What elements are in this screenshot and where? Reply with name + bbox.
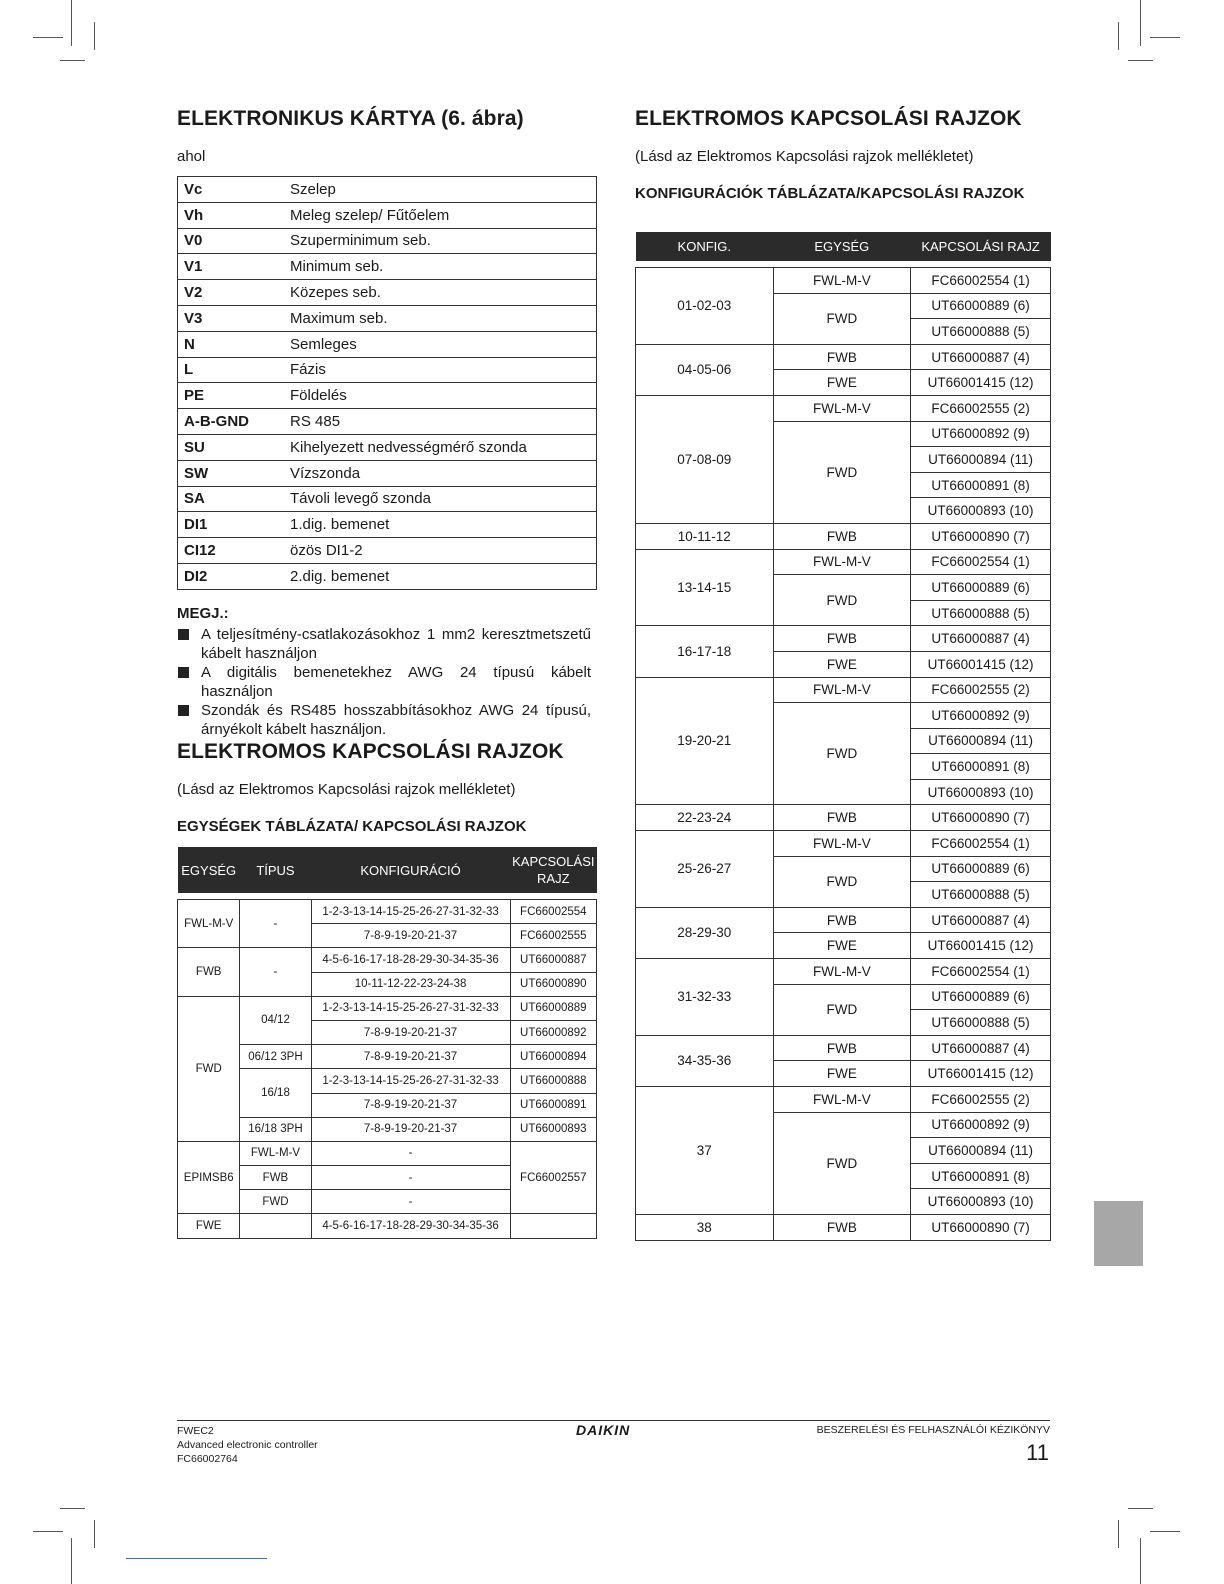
cell-diagram: UT66000894 [510,1045,596,1069]
cell-diagram: FC66002555 (2) [911,677,1051,703]
cell-diagram: UT66000894 (11) [911,728,1051,754]
cell-type: 04/12 [240,996,311,1044]
cell-unit: FWL-M-V [773,268,911,294]
crop-mark [1140,0,1141,46]
crop-mark [1150,37,1180,38]
table-row [636,523,1051,549]
crop-mark [1118,1520,1119,1548]
cell-diagram: UT66000891 [510,1093,596,1117]
symbol-description: Maximum seb. [284,305,597,331]
units-table-title: EGYSÉGEK TÁBLÁZATA/ KAPCSOLÁSI RAJZOK [177,818,527,835]
cell-config: 16-17-18 [636,626,774,677]
cell-diagram: UT66000892 (9) [911,1112,1051,1138]
cell-unit: FWB [773,344,911,370]
symbol-row [178,357,597,383]
crop-mark [94,22,95,50]
symbol-code: Vh [178,202,285,228]
symbol-code: Vc [178,177,285,203]
cell-diagram: UT66000888 (5) [911,1010,1051,1036]
cell-unit: FWE [773,933,911,959]
cell-unit: FWD [178,996,240,1141]
symbol-description: Minimum seb. [284,254,597,280]
symbol-row [178,228,597,254]
symbol-row [178,512,597,538]
config-table [635,232,1051,1241]
units-table [177,847,597,1239]
cell-diagram: UT66000888 (5) [911,882,1051,908]
cell-diagram: UT66000887 (4) [911,344,1051,370]
cell-diagram: UT66000891 (8) [911,754,1051,780]
cell-unit: FWD [773,856,911,907]
cell-config: 07-08-09 [636,395,774,523]
header-config: KONFIG. [636,232,774,261]
cell-diagram: UT66001415 (12) [911,370,1051,396]
symbol-description: Szelep [284,177,597,203]
symbol-code: L [178,357,285,383]
cell-type: FWL-M-V [240,1141,311,1165]
cell-type: - [240,948,311,996]
symbol-code: DI1 [178,512,285,538]
table-row [178,948,597,972]
section-title-wiring-diagrams-right: ELEKTROMOS KAPCSOLÁSI RAJZOK [635,107,1022,130]
wiring-note: (Lásd az Elektromos Kapcsolási rajzok mellékletet) [177,781,516,798]
cell-diagram: UT66000887 (4) [911,907,1051,933]
symbol-description: Földelés [284,383,597,409]
symbol-code: SU [178,434,285,460]
symbol-description: RS 485 [284,409,597,435]
symbol-description: 1.dig. bemenet [284,512,597,538]
note-text: A teljesítmény-csatlakozásokhoz 1 mm2 keresztmetszetű kábelt használjon [201,626,591,662]
cell-diagram: UT66000890 [510,972,596,996]
symbol-code: CI12 [178,538,285,564]
cell-diagram: UT66001415 (12) [911,651,1051,677]
cell-diagram: UT66000890 (7) [911,1214,1051,1240]
cell-diagram: UT66000888 (5) [911,600,1051,626]
section-title-wiring-diagrams: ELEKTROMOS KAPCSOLÁSI RAJZOK [177,740,564,763]
table-row [636,805,1051,831]
table-row [636,549,1051,575]
cell-config: 22-23-24 [636,805,774,831]
symbol-code: V0 [178,228,285,254]
cell-diagram: FC66002555 (2) [911,1087,1051,1113]
cell-unit: FWB [773,1214,911,1240]
crop-mark [1128,60,1153,61]
cell-diagram: UT66000888 [510,1069,596,1093]
cell-unit: FWE [773,651,911,677]
cell-unit: FWE [773,370,911,396]
cell-diagram: UT66001415 (12) [911,1061,1051,1087]
footer-divider [177,1420,1050,1421]
header-unit: EGYSÉG [773,232,911,261]
symbol-description: 2.dig. bemenet [284,563,597,589]
crop-mark [1140,1538,1141,1584]
symbol-row [178,280,597,306]
cell-config: 34-35-36 [636,1035,774,1086]
footer-product-info [177,1424,318,1466]
cell-configuration: - [311,1190,510,1214]
cell-unit: FWL-M-V [178,900,240,948]
cell-unit: FWE [178,1214,240,1238]
table-row [636,1035,1051,1061]
crop-mark [94,1520,95,1548]
cell-unit: FWB [773,907,911,933]
cell-configuration: 1-2-3-13-14-15-25-26-27-31-32-33 [311,1069,510,1093]
cell-config: 04-05-06 [636,344,774,395]
symbol-code: V1 [178,254,285,280]
cell-diagram: UT66000892 (9) [911,703,1051,729]
cell-config: 31-32-33 [636,959,774,1036]
footer-model: FWEC2 [177,1425,214,1437]
cell-unit: FWD [773,293,911,344]
cell-diagram: UT66000891 (8) [911,1163,1051,1189]
config-table-title: KONFIGURÁCIÓK TÁBLÁZATA/KAPCSOLÁSI RAJZOK [635,185,1025,202]
cell-diagram: FC66002557 [510,1141,596,1214]
bullet-square-icon [178,667,189,678]
symbol-row [178,460,597,486]
note-item [177,625,591,663]
crop-mark [1150,1531,1180,1532]
table-row [178,1141,597,1165]
cell-unit: FWD [773,575,911,626]
symbol-code: N [178,331,285,357]
note-text: A digitális bemenetekhez AWG 24 típusú kábelt használjon [201,664,591,700]
cell-unit: FWL-M-V [773,1087,911,1113]
symbol-description: Meleg szelep/ Fűtőelem [284,202,597,228]
footer-product: Advanced electronic controller [177,1439,318,1451]
cell-diagram: UT66000887 (4) [911,1035,1051,1061]
symbol-row [178,254,597,280]
section-title-electronic-card: ELEKTRONIKUS KÁRTYA (6. ábra) [177,107,524,130]
symbol-row [178,563,597,589]
symbol-code: PE [178,383,285,409]
cell-diagram: UT66000893 [510,1117,596,1141]
cell-diagram: UT66000890 (7) [911,523,1051,549]
cell-diagram: UT66000889 (6) [911,293,1051,319]
symbol-description: Közepes seb. [284,280,597,306]
notes-list [177,625,591,739]
cell-diagram: UT66000889 (6) [911,575,1051,601]
cell-diagram: UT66000887 [510,948,596,972]
table-row [178,1214,597,1238]
footer-code: FC66002764 [177,1453,238,1465]
cell-config: 28-29-30 [636,907,774,958]
cell-unit: FWD [773,984,911,1035]
page-number: 11 [1026,1440,1049,1465]
cell-diagram: UT66000889 [510,996,596,1020]
table-row [636,395,1051,421]
cell-configuration: - [311,1141,510,1165]
cell-configuration: 1-2-3-13-14-15-25-26-27-31-32-33 [311,996,510,1020]
note-item [177,663,591,701]
crop-mark [33,1531,63,1532]
symbol-description: Kihelyezett nedvességmérő szonda [284,434,597,460]
symbol-description: Távoli levegő szonda [284,486,597,512]
symbol-row [178,305,597,331]
cell-unit: FWB [178,948,240,996]
cell-config: 38 [636,1214,774,1240]
cell-diagram [510,1214,596,1238]
crop-mark [71,0,72,46]
notes-title: MEGJ.: [177,605,229,622]
cell-config: 25-26-27 [636,831,774,908]
cell-type: FWD [240,1190,311,1214]
symbol-description: Szuperminimum seb. [284,228,597,254]
table-row [636,1087,1051,1113]
table-row [636,1214,1051,1240]
table-row [636,959,1051,985]
symbol-row [178,383,597,409]
cell-diagram: UT66000894 (11) [911,1138,1051,1164]
bullet-square-icon [178,629,189,640]
symbol-code: SW [178,460,285,486]
cell-diagram: UT66000888 (5) [911,319,1051,345]
cell-diagram: UT66000892 (9) [911,421,1051,447]
cell-diagram: UT66000889 (6) [911,856,1051,882]
symbol-code: V3 [178,305,285,331]
cell-unit: FWB [773,626,911,652]
bullet-square-icon [178,705,189,716]
note-item [177,701,591,739]
symbol-row [178,486,597,512]
daikin-logo: DAIKIN [576,1422,631,1438]
cell-configuration: 7-8-9-19-20-21-37 [311,1045,510,1069]
cell-configuration: - [311,1166,510,1190]
crop-mark [60,1508,85,1509]
cell-unit: FWD [773,421,911,523]
cell-diagram: UT66000893 (10) [911,779,1051,805]
cell-config: 01-02-03 [636,268,774,345]
table-row [178,1117,597,1141]
where-label: ahol [177,148,206,165]
wiring-note-right: (Lásd az Elektromos Kapcsolási rajzok mellékletet) [635,148,974,165]
symbol-row [178,409,597,435]
cell-type: 16/18 [240,1069,311,1117]
cell-unit: FWL-M-V [773,395,911,421]
cell-unit: FWL-M-V [773,549,911,575]
table-row [636,344,1051,370]
note-text: Szondák és RS485 hosszabbításokhoz AWG 24 típusú, árnyékolt kábelt használjon. [201,702,591,738]
cell-diagram: UT66000889 (6) [911,984,1051,1010]
table-row [636,831,1051,857]
table-row [636,626,1051,652]
cell-diagram: UT66000894 (11) [911,447,1051,473]
symbol-description: özös DI1-2 [284,538,597,564]
cell-diagram: FC66002555 [510,924,596,948]
crop-mark [33,37,63,38]
cell-config: 19-20-21 [636,677,774,805]
table-row [178,996,597,1020]
cell-configuration: 4-5-6-16-17-18-28-29-30-34-35-36 [311,1214,510,1238]
symbol-row [178,177,597,203]
crop-mark [1128,1508,1153,1509]
cell-unit: FWL-M-V [773,959,911,985]
cell-unit: FWB [773,523,911,549]
symbol-row [178,538,597,564]
table-row [636,907,1051,933]
cell-config: 13-14-15 [636,549,774,626]
cell-unit: FWE [773,1061,911,1087]
cell-configuration: 7-8-9-19-20-21-37 [311,1020,510,1044]
cell-diagram: UT66000890 (7) [911,805,1051,831]
symbol-description: Fázis [284,357,597,383]
symbol-row [178,434,597,460]
table-row [636,677,1051,703]
cell-diagram: UT66000893 (10) [911,498,1051,524]
table-row [178,900,597,924]
table-row [636,268,1051,294]
cell-configuration: 10-11-12-22-23-24-38 [311,972,510,996]
cell-type: - [240,900,311,948]
cell-unit: FWD [773,703,911,805]
symbol-code: V2 [178,280,285,306]
crop-mark [71,1538,72,1584]
symbol-row [178,202,597,228]
cell-configuration: 1-2-3-13-14-15-25-26-27-31-32-33 [311,900,510,924]
cell-diagram: UT66000893 (10) [911,1189,1051,1215]
cell-unit: FWL-M-V [773,677,911,703]
header-wiring-diagram: KAPCSOLÁSI RAJZ [510,847,596,893]
cell-type: 06/12 3PH [240,1045,311,1069]
cell-configuration: 7-8-9-19-20-21-37 [311,1117,510,1141]
cell-diagram: UT66001415 (12) [911,933,1051,959]
cell-unit: FWD [773,1112,911,1214]
header-type: TÍPUS [240,847,311,893]
table-row [178,1045,597,1069]
cell-configuration: 7-8-9-19-20-21-37 [311,1093,510,1117]
symbol-description: Vízszonda [284,460,597,486]
footer-manual-title: BESZERELÉSI ÉS FELHASZNÁLÓI KÉZIKÖNYV [816,1424,1050,1436]
symbol-description: Semleges [284,331,597,357]
cell-unit: EPIMSB6 [178,1141,240,1214]
link-underline [126,1558,267,1559]
cell-diagram: FC66002554 (1) [911,831,1051,857]
header-wiring-diagram: KAPCSOLÁSI RAJZ [911,232,1051,261]
symbol-code: A-B-GND [178,409,285,435]
cell-unit: FWB [773,1035,911,1061]
chapter-tab [1094,1201,1143,1266]
cell-type: FWB [240,1166,311,1190]
cell-type [240,1214,311,1238]
header-configuration: KONFIGURÁCIÓ [311,847,510,893]
table-row [178,1069,597,1093]
cell-unit: FWB [773,805,911,831]
cell-diagram: FC66002554 (1) [911,268,1051,294]
cell-type: 16/18 3PH [240,1117,311,1141]
cell-diagram: FC66002554 [510,900,596,924]
symbol-row [178,331,597,357]
cell-configuration: 7-8-9-19-20-21-37 [311,924,510,948]
cell-diagram: UT66000887 (4) [911,626,1051,652]
cell-diagram: FC66002554 (1) [911,549,1051,575]
cell-diagram: UT66000892 [510,1020,596,1044]
symbol-table [177,176,597,590]
cell-unit: FWL-M-V [773,831,911,857]
symbol-code: SA [178,486,285,512]
header-unit: EGYSÉG [178,847,240,893]
cell-diagram: FC66002555 (2) [911,395,1051,421]
cell-config: 10-11-12 [636,523,774,549]
crop-mark [60,60,85,61]
crop-mark [1118,22,1119,50]
cell-config: 37 [636,1087,774,1215]
cell-diagram: UT66000891 (8) [911,472,1051,498]
symbol-code: DI2 [178,563,285,589]
cell-configuration: 4-5-6-16-17-18-28-29-30-34-35-36 [311,948,510,972]
cell-diagram: FC66002554 (1) [911,959,1051,985]
